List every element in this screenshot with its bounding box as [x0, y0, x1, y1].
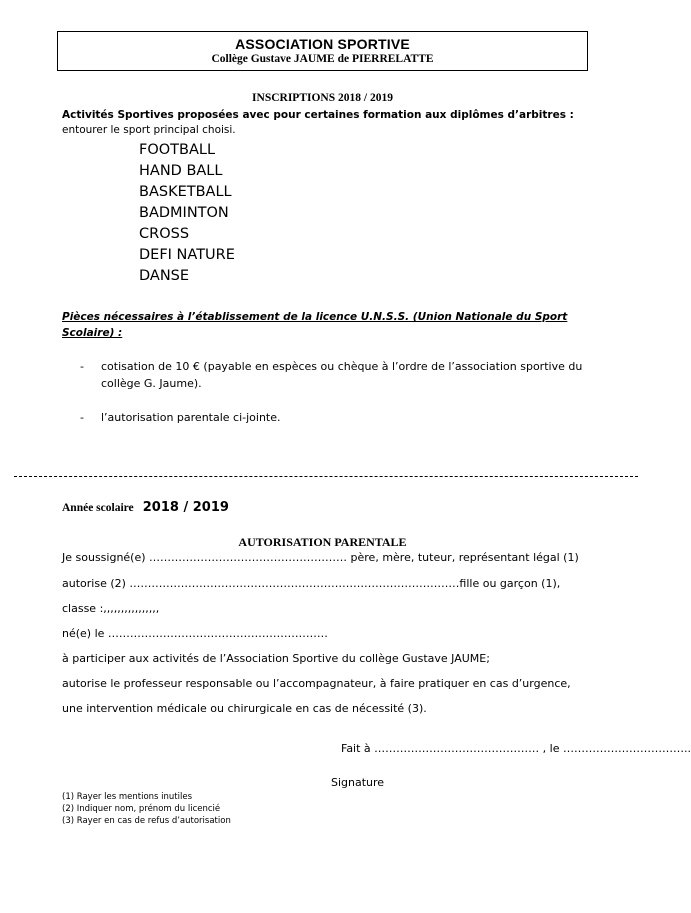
place-date-line: Fait à ……………………………………… , le …………………………….. [341, 742, 691, 755]
form-title: AUTORISATION PARENTALE [238, 535, 407, 549]
sport-basketball: BASKETBALL [139, 184, 232, 200]
form-line-participer: à participer aux activités de l’Association Sportive du collège Gustave JAUME; [62, 652, 490, 665]
requirements-heading-line2: Scolaire) : [62, 327, 123, 339]
form-line-ne-le: né(e) le …………………………………………………… [62, 627, 328, 640]
footnote-2: (2) Indiquer nom, prénom du licencié [62, 804, 221, 814]
year-label: Année scolaire [62, 502, 134, 514]
sport-danse: DANSE [139, 268, 190, 284]
inscriptions-instruction: entourer le sport principal choisi. [62, 124, 236, 136]
requirement-text: l’autorisation parentale ci-jointe. [101, 411, 281, 424]
year-value: 2018 / 2019 [142, 500, 229, 515]
sport-badminton: BADMINTON [139, 205, 229, 221]
cut-line-divider [14, 476, 638, 477]
sport-handball: HAND BALL [139, 163, 223, 179]
requirement-item [62, 409, 602, 426]
bullet-dash: - [80, 411, 84, 424]
footnotes [62, 791, 231, 827]
school-year [62, 496, 229, 515]
requirement-text-cont: collège G. Jaume). [101, 377, 202, 390]
sport-football: FOOTBALL [139, 142, 216, 158]
header-box [57, 31, 588, 71]
requirements-list [62, 358, 602, 443]
form-line-classe: classe :,,,,,,,,,,,,,,,, [62, 602, 160, 615]
form-line-autorise-prof: autorise le professeur responsable ou l’accompagnateur, à faire pratiquer en cas d’urgence, [62, 677, 571, 690]
header-title: ASSOCIATION SPORTIVE [235, 36, 410, 52]
inscriptions-heading: INSCRIPTIONS 2018 / 2019 [252, 92, 393, 104]
sports-list [139, 140, 235, 287]
form-line-autorise: autorise (2) ………………………………………………………………………………fille ou garçon (1), [62, 577, 561, 590]
form-line-intervention: une intervention médicale ou chirurgicale en cas de nécessité (3). [62, 702, 427, 715]
sport-cross: CROSS [139, 226, 190, 242]
sport-defi-nature: DEFI NATURE [139, 247, 235, 263]
requirements-heading-line1: Pièces nécessaires à l’établissement de la licence U.N.S.S. (Union Nationale du Sport [62, 311, 568, 323]
signature-label: Signature [331, 776, 385, 789]
form-line-soussigne: Je soussigné(e) ……………………………………………… père, mère, tuteur, représentant légal (1) [62, 551, 579, 564]
inscriptions-intro: Activités Sportives proposées avec pour certaines formation aux diplômes d’arbitres : [62, 109, 574, 121]
header-subtitle: Collège Gustave JAUME de PIERRELATTE [211, 53, 434, 65]
requirement-item [62, 358, 602, 392]
footnote-3: (3) Rayer en cas de refus d’autorisation [62, 816, 231, 826]
footnote-1: (1) Rayer les mentions inutiles [62, 792, 193, 802]
bullet-dash: - [80, 360, 84, 373]
requirement-text: cotisation de 10 € (payable en espèces ou chèque à l’ordre de l’association sportive du [101, 360, 583, 373]
